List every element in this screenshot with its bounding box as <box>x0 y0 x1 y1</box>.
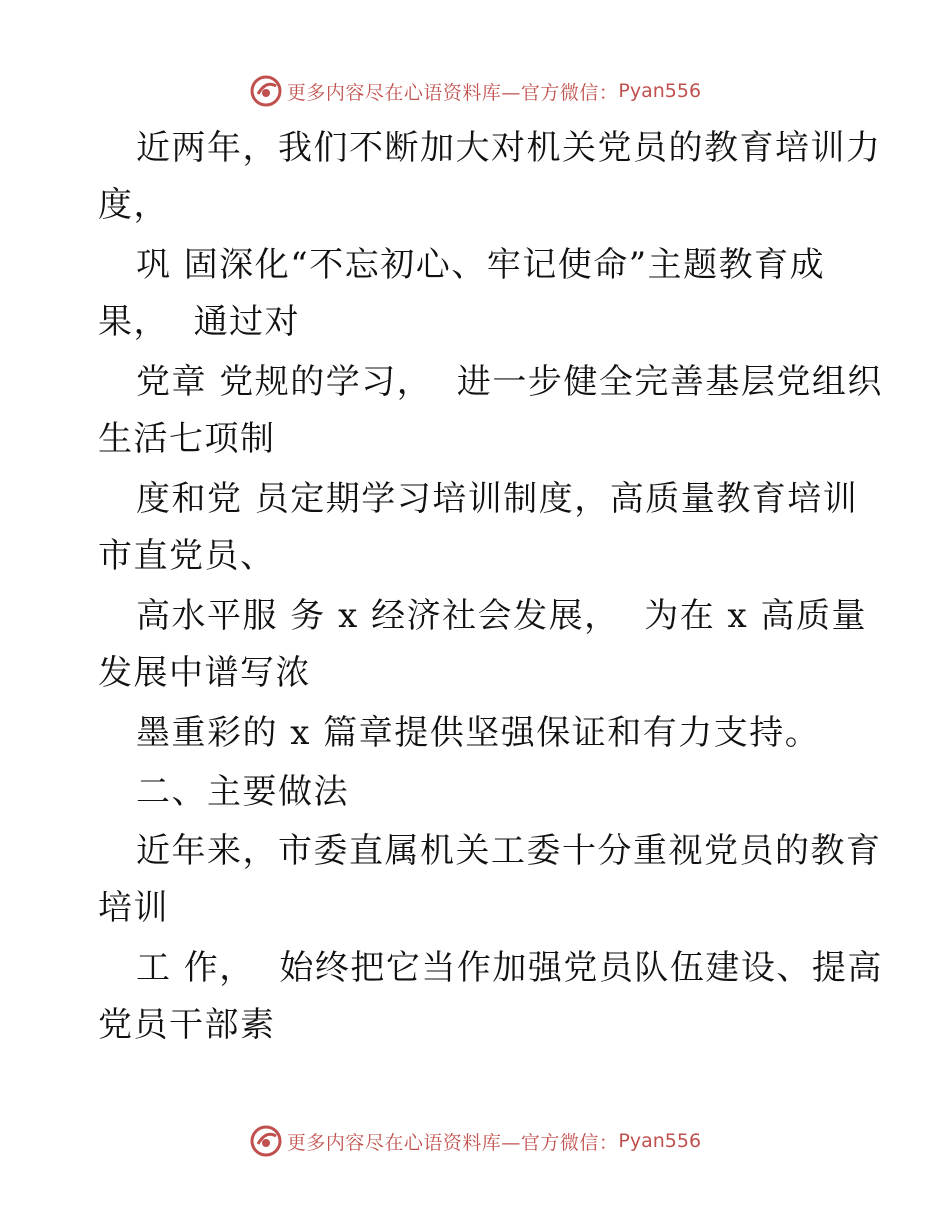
body-line: 度和党 员定期学习培训制度，高质量教育培训 <box>136 479 859 519</box>
body-line: 生活七项制 <box>98 419 276 459</box>
body-line: 近年来，市委直属机关工委十分重视党员的教育 <box>136 831 882 871</box>
body-line: 党章 党规的学习， 进一步健全完善基层党组织 <box>136 362 883 402</box>
body-line: 巩 固深化“不忘初心、牢记使命”主题教育成 <box>136 245 826 285</box>
body-line: 工 作， 始终把它当作加强党员队伍建设、提高 <box>136 948 883 988</box>
wechat-id: Pyan556 <box>618 1130 702 1152</box>
banner-text: 更多内容尽在心语资料库—官方微信： <box>286 81 619 104</box>
brand-logo-icon <box>249 1124 283 1158</box>
body-line: 培训 <box>98 888 169 928</box>
body-line: 市直党员、 <box>98 536 276 576</box>
body-line: 党员干部素 <box>98 1005 276 1045</box>
body-line: 墨重彩的 x 篇章提供坚强保证和有力支持。 <box>136 713 821 753</box>
banner-text: 更多内容尽在心语资料库—官方微信： <box>286 1131 619 1154</box>
body-line: 果， 通过对 <box>98 302 301 342</box>
section-heading: 二、主要做法 <box>136 772 349 812</box>
body-line: 高水平服 务 x 经济社会发展， 为在 x 高质量 <box>136 596 868 636</box>
wechat-id: Pyan556 <box>618 80 702 102</box>
body-line: 度， <box>98 185 169 225</box>
body-line: 发展中谱写浓 <box>98 653 311 693</box>
body-line: 近两年，我们不断加大对机关党员的教育培训力 <box>136 128 882 168</box>
footer-banner <box>0 1121 950 1161</box>
